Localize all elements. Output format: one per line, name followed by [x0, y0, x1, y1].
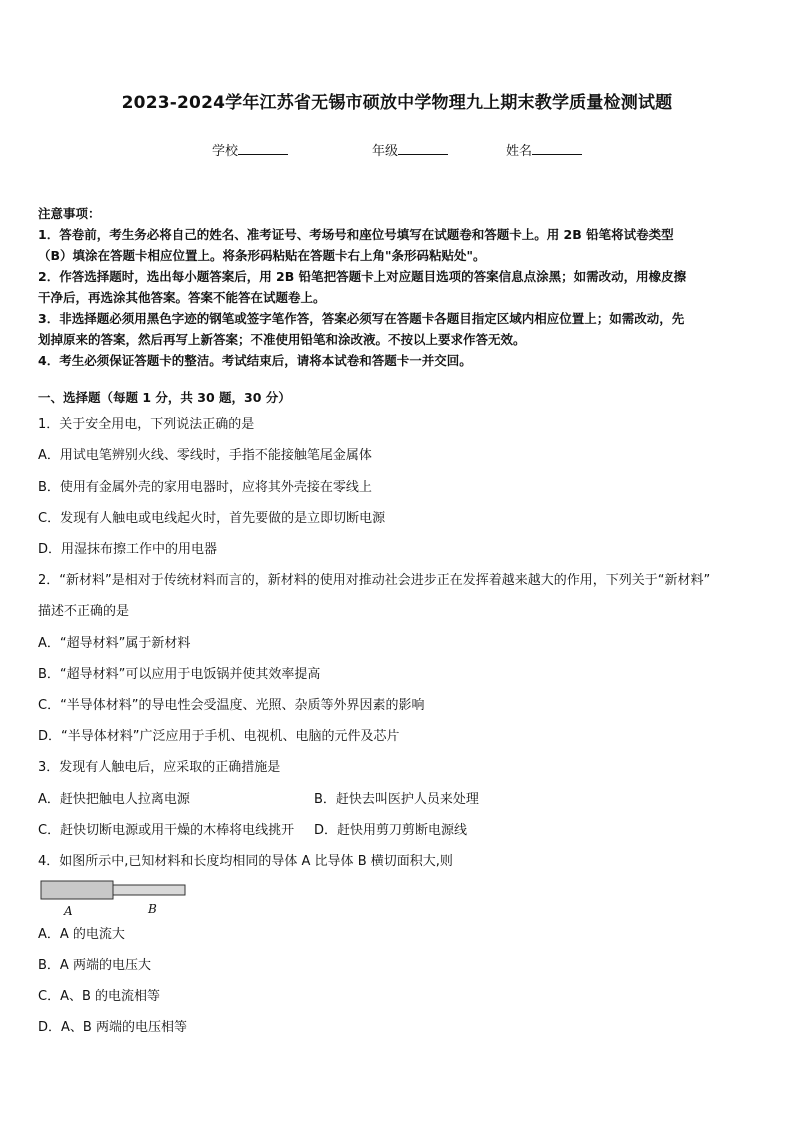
question-1-option-c: C．发现有人触电或电线起火时，首先要做的是立即切断电源: [38, 511, 386, 526]
conductor-a-label: A: [64, 904, 73, 918]
question-3-option-b: B．赶快去叫医护人员来处理: [314, 792, 479, 807]
name-label: 姓名: [506, 144, 533, 159]
question-2-option-a: A．“超导材料”属于新材料: [38, 636, 191, 651]
grade-field: [372, 140, 448, 159]
grade-blank: [398, 142, 448, 155]
question-4-option-d: D．A、B 两端的电压相等: [38, 1020, 187, 1035]
question-3-option-c: C．赶快切断电源或用干燥的木棒将电线挑开: [38, 823, 295, 838]
school-blank: [238, 142, 288, 155]
notes-line: 干净后，再选涂其他答案。答案不能答在试题卷上。: [38, 290, 326, 305]
school-label: 学校: [212, 144, 239, 159]
question-2-option-d: D．“半导体材料”广泛应用于手机、电视机、电脑的元件及芯片: [38, 729, 400, 744]
question-3-option-a: A．赶快把触电人拉离电源: [38, 792, 190, 807]
question-2-stem-line2: 描述不正确的是: [38, 604, 130, 619]
question-1-option-d: D．用湿抹布擦工作中的用电器: [38, 542, 218, 557]
conductor-a-shape: [41, 881, 113, 899]
notes-block: [38, 203, 758, 371]
grade-label: 年级: [372, 144, 399, 159]
notes-line: 3．非选择题必须用黑色字迹的钢笔或签字笔作答，答案必须写在答题卡各题目指定区域内相应位置上；如需改动，先: [38, 311, 685, 326]
notes-line: 1．答卷前，考生务必将自己的姓名、准考证号、考场号和座位号填写在试题卷和答题卡上。用 2B 铅笔将试卷类型: [38, 227, 674, 242]
notes-heading: 注意事项：: [38, 206, 101, 221]
question-3-option-d: D．赶快用剪刀剪断电源线: [314, 823, 468, 838]
page-title: 2023-2024学年江苏省无锡市硕放中学物理九上期末教学质量检测试题: [121, 93, 673, 113]
conductor-figure: [40, 880, 200, 920]
question-1-option-a: A．用试电笔辨别火线、零线时，手指不能接触笔尾金属体: [38, 448, 372, 463]
name-blank: [532, 142, 582, 155]
question-4-option-a: A．A 的电流大: [38, 927, 125, 942]
conductor-b-label: B: [148, 902, 157, 916]
question-3-stem: 3．发现有人触电后，应采取的正确措施是: [38, 760, 281, 775]
question-2-option-c: C．“半导体材料”的导电性会受温度、光照、杂质等外界因素的影响: [38, 698, 425, 713]
question-1-option-b: B．使用有金属外壳的家用电器时，应将其外壳接在零线上: [38, 480, 372, 495]
question-2-option-b: B．“超导材料”可以应用于电饭锅并使其效率提高: [38, 667, 321, 682]
notes-line: 划掉原来的答案，然后再写上新答案；不准使用铅笔和涂改液。不按以上要求作答无效。: [38, 332, 526, 347]
student-info-row: [0, 140, 794, 160]
question-2-stem-line1: 2．“新材料”是相对于传统材料而言的，新材料的使用对推动社会进步正在发挥着越来越大的作用，下列关于“新材料”: [38, 573, 711, 588]
name-field: [506, 140, 582, 159]
question-4-option-b: B．A 两端的电压大: [38, 958, 151, 973]
notes-line: 2．作答选择题时，选出每小题答案后，用 2B 铅笔把答题卡上对应题目选项的答案信息点涂黑；如需改动，用橡皮擦: [38, 269, 687, 284]
question-4-stem: 4．如图所示中,已知材料和长度均相同的导体 A 比导体 B 横切面积大,则: [38, 854, 453, 869]
question-4-option-c: C．A、B 的电流相等: [38, 989, 161, 1004]
conductor-b-shape: [113, 885, 185, 895]
notes-line: 4．考生必须保证答题卡的整洁。考试结束后，请将本试卷和答题卡一并交回。: [38, 353, 472, 368]
question-1-stem: 1．关于安全用电，下列说法正确的是: [38, 417, 255, 432]
section-heading: 一、选择题（每题 1 分，共 30 题，30 分）: [38, 390, 291, 405]
school-field: [212, 140, 288, 159]
notes-line: （B）填涂在答题卡相应位置上。将条形码粘贴在答题卡右上角"条形码粘贴处"。: [38, 248, 486, 263]
